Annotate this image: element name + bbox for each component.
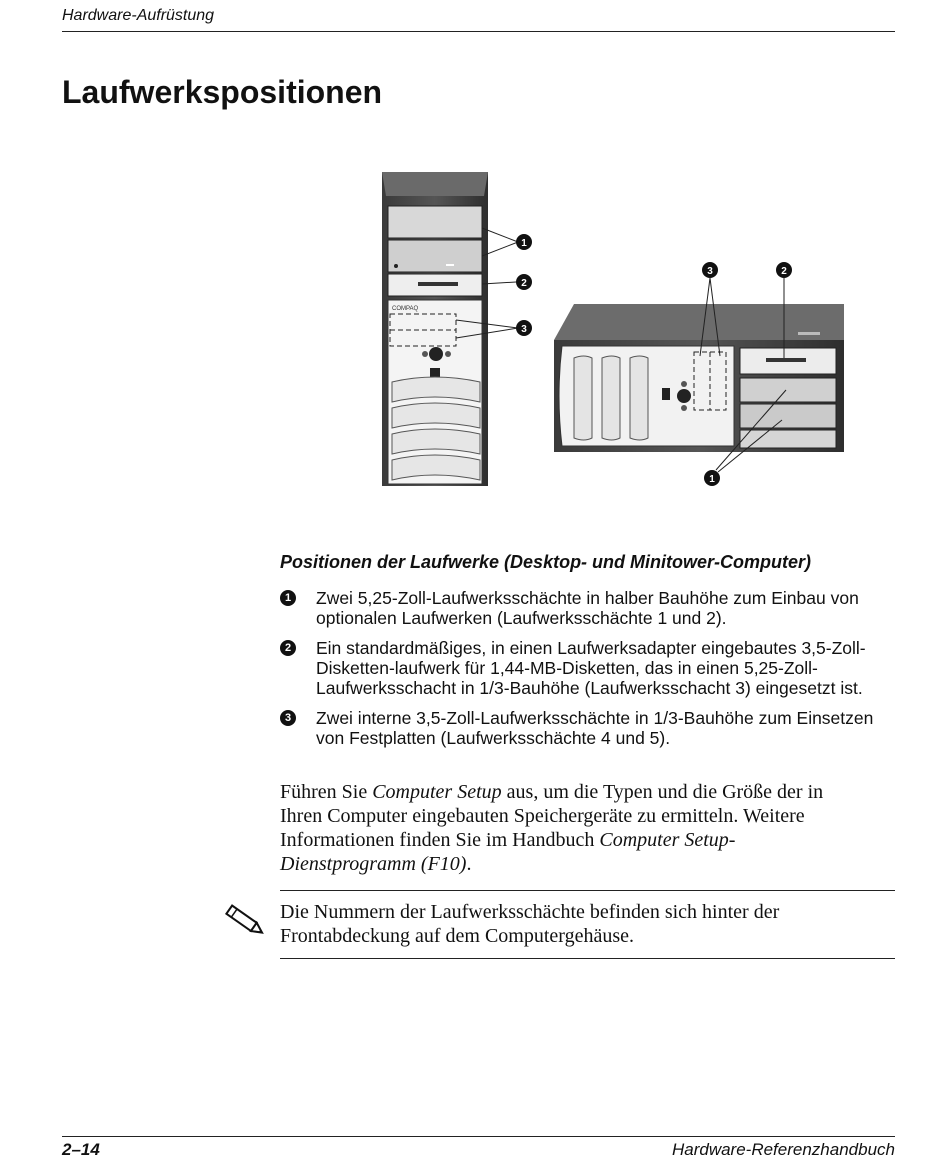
legend-item (280, 638, 895, 698)
svg-text:3: 3 (707, 266, 713, 277)
legend-item (280, 708, 895, 748)
body-paragraph: Führen Sie Computer Setup aus, um die Typen und die Größe der in Ihren Computer eingebauten Speichergeräte zu ermitteln. Weitere Informationen finden Sie im Handbuch Computer Setup-Dienstprogramm (F10). (280, 781, 824, 875)
svg-text:2: 2 (521, 278, 527, 289)
header-divider (62, 31, 895, 32)
note-divider-bottom (280, 958, 895, 959)
desktop-computer (554, 304, 844, 452)
note-text: Die Nummern der Laufwerksschächte befinden sich hinter der Frontabdeckung auf dem Computergehäuse. (280, 901, 780, 947)
legend-item (280, 588, 895, 628)
page-number: 2–14 (62, 1140, 100, 1159)
legend-marker-3: 3 (280, 710, 296, 726)
page-title: Laufwerkspositionen (62, 74, 383, 110)
legend-text-3: Zwei interne 3,5-Zoll-Laufwerksschächte in 1/3-Bauhöhe zum Einsetzen von Festplatten (Laufwerksschächte 4 und 5). (316, 708, 874, 748)
emphasis-computer-setup: Computer Setup (372, 781, 502, 803)
svg-text:2: 2 (781, 266, 787, 277)
legend-marker-1: 1 (280, 590, 296, 606)
drive-positions-figure (378, 168, 848, 490)
footer-divider (62, 1136, 895, 1137)
emphasis-handbook-title: Computer Setup-Dienstprogramm (F10) (280, 829, 736, 875)
figure-legend (280, 588, 895, 758)
legend-text-1: Zwei 5,25-Zoll-Laufwerksschächte in halber Bauhöhe zum Einbau von optionalen Laufwerken (Laufwerksschächte 1 und 2). (316, 588, 859, 628)
note-divider-top (280, 890, 895, 891)
brand-label: COMPAQ (392, 306, 419, 312)
minitower-computer (382, 172, 488, 486)
legend-text-2: Ein standardmäßiges, in einen Laufwerksadapter eingebautes 3,5-Zoll-Disketten-laufwerk für 1,44-MB-Disketten, das in einen 5,25-Zoll-Laufwerksschacht in 1/3-Bauhöhe (Laufwerksschacht 3) eingesetzt ist. (316, 638, 866, 698)
svg-text:3: 3 (521, 324, 527, 335)
running-header: Hardware-Aufrüstung (62, 7, 215, 24)
pencil-icon (220, 900, 268, 940)
svg-text:1: 1 (521, 238, 527, 249)
legend-marker-2: 2 (280, 640, 296, 656)
svg-text:1: 1 (709, 474, 715, 485)
figure-caption: Positionen der Laufwerke (Desktop- und Minitower-Computer) (280, 552, 812, 572)
footer-book-title: Hardware-Referenzhandbuch (671, 1140, 895, 1159)
